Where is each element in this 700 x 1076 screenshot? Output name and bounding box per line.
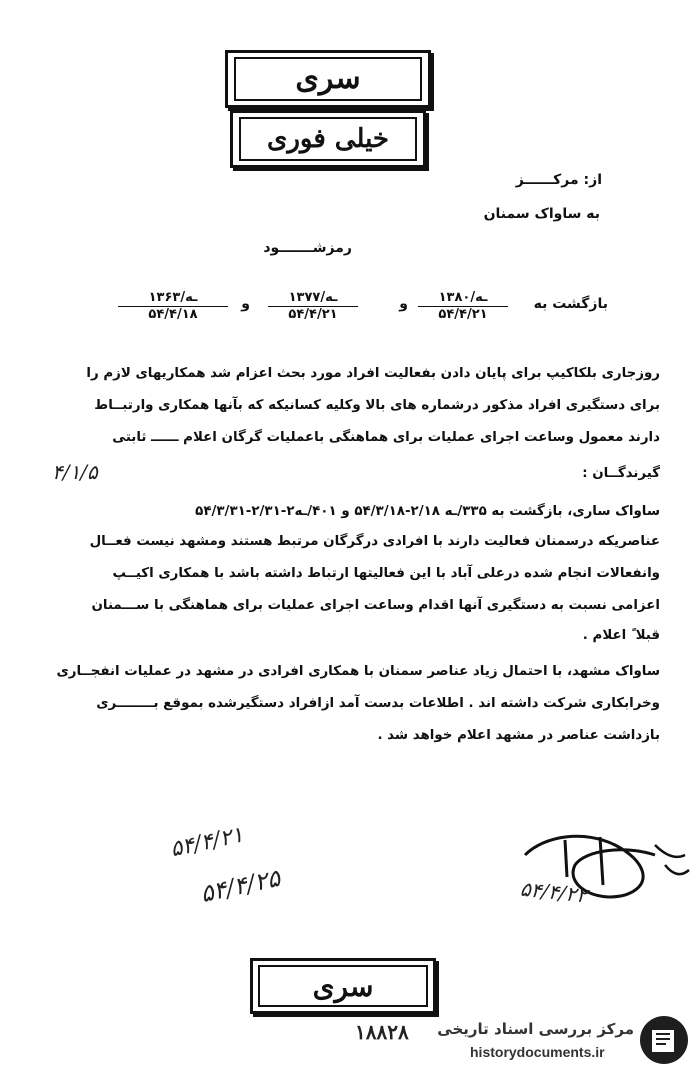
body-line-12: بازداشت عناصر در مشهد اعلام خواهد شد . — [377, 728, 660, 743]
handwritten-note-2: ۵۴/۴/۲۵ — [197, 863, 283, 909]
secret-stamp-bottom — [250, 958, 436, 1014]
urgent-stamp-text: خیلی فوری — [239, 117, 418, 161]
document-number: ۱۸۸۲۸ — [355, 1020, 409, 1044]
ref-1-date: ۵۴/۴/۲۱ — [438, 307, 488, 322]
to-line: به ساواک سمنان — [483, 206, 600, 222]
ref-1 — [418, 290, 508, 322]
ref-2-date: ۵۴/۴/۲۱ — [288, 307, 338, 322]
secret-stamp-bottom-text: سری — [258, 965, 428, 1007]
body-line-6: عناصریکه درسمنان فعالیت دارند با افرادی درگرگان مرتبط هستند ومشهد نیست فعــال — [89, 534, 660, 549]
body-line-7: وانفعالات انجام شده درعلی آباد با این فعالیتها ارتباط داشته باشد با همکاری اکیــپ — [112, 566, 660, 581]
archive-website: historydocuments.ir — [470, 1044, 605, 1060]
ref-1-number: ـه/۱۳۸۰ — [418, 290, 508, 307]
archive-name: مرکز بررسی اسناد تاریخی — [437, 1020, 634, 1038]
margin-date-handwritten: ۴/۱/۵ — [52, 460, 98, 484]
refs-label: بازگشت به — [533, 296, 608, 312]
archive-logo — [638, 1014, 690, 1066]
ref-2-number: ـه/۱۳۷۷ — [268, 290, 358, 307]
body-line-11: وخرابکاری شرکت داشته اند . اطلاعات بدست آمد ازافراد دستگیرشده بموقع بــــــــری — [96, 696, 660, 711]
body-line-9: قبلا ً اعلام . — [582, 628, 660, 643]
recipients-heading: گیرندگــان : — [582, 466, 660, 481]
ref-3-date: ۵۴/۴/۱۸ — [148, 307, 198, 322]
handwritten-note-1: ۵۴/۴/۲۱ — [168, 822, 246, 863]
signature-date: ۵۴/۴/۲۲ — [518, 876, 589, 908]
secret-stamp-top — [225, 50, 431, 108]
code-line: رمزشـــــــود — [263, 240, 352, 256]
ref-3 — [118, 290, 228, 322]
from-line: از: مرکــــــز — [515, 172, 602, 188]
body-line-3: دارند معمول وساعت اجرای عملیات برای هماهنگی باعملیات گرگان اعلام ــــــ ثابتی — [112, 430, 660, 445]
urgent-stamp — [230, 110, 426, 168]
ref-and-2: و — [241, 296, 250, 312]
body-line-8: اعزامی نسبت به دستگیری آنها اقدام وساعت اجرای عملیات برای هماهنگی با ســـمنان — [91, 598, 660, 613]
body-line-2: برای دستگیری افراد مذکور درشماره های بالا وکلیه کسانیکه که بآنها همکاری وارتبــاط — [94, 398, 660, 413]
ref-and-1: و — [399, 296, 408, 312]
ref-3-number: ـه/۱۳۶۳ — [118, 290, 228, 307]
body-line-10: ساواک مشهد، با احتمال زیاد عناصر سمنان با همکاری افرادی در مشهد در عملیات انفجــاری — [56, 664, 660, 679]
body-line-1: روزجاری بلکاکیپ برای پایان دادن بفعالیت افراد مورد بحث اعزام شد همکاریهای لازم را — [86, 366, 660, 381]
secret-stamp-top-text: سری — [234, 57, 422, 101]
body-line-5: ساواک ساری، بازگشت به ۳۳۵/ـه ۲/۱۸-۵۴/۳/۱۸ و ۴۰۱/ـه۲-۲/۳۱-۵۴/۳/۳۱ — [195, 504, 660, 519]
ref-2 — [268, 290, 358, 322]
signature-scribble — [505, 815, 695, 925]
